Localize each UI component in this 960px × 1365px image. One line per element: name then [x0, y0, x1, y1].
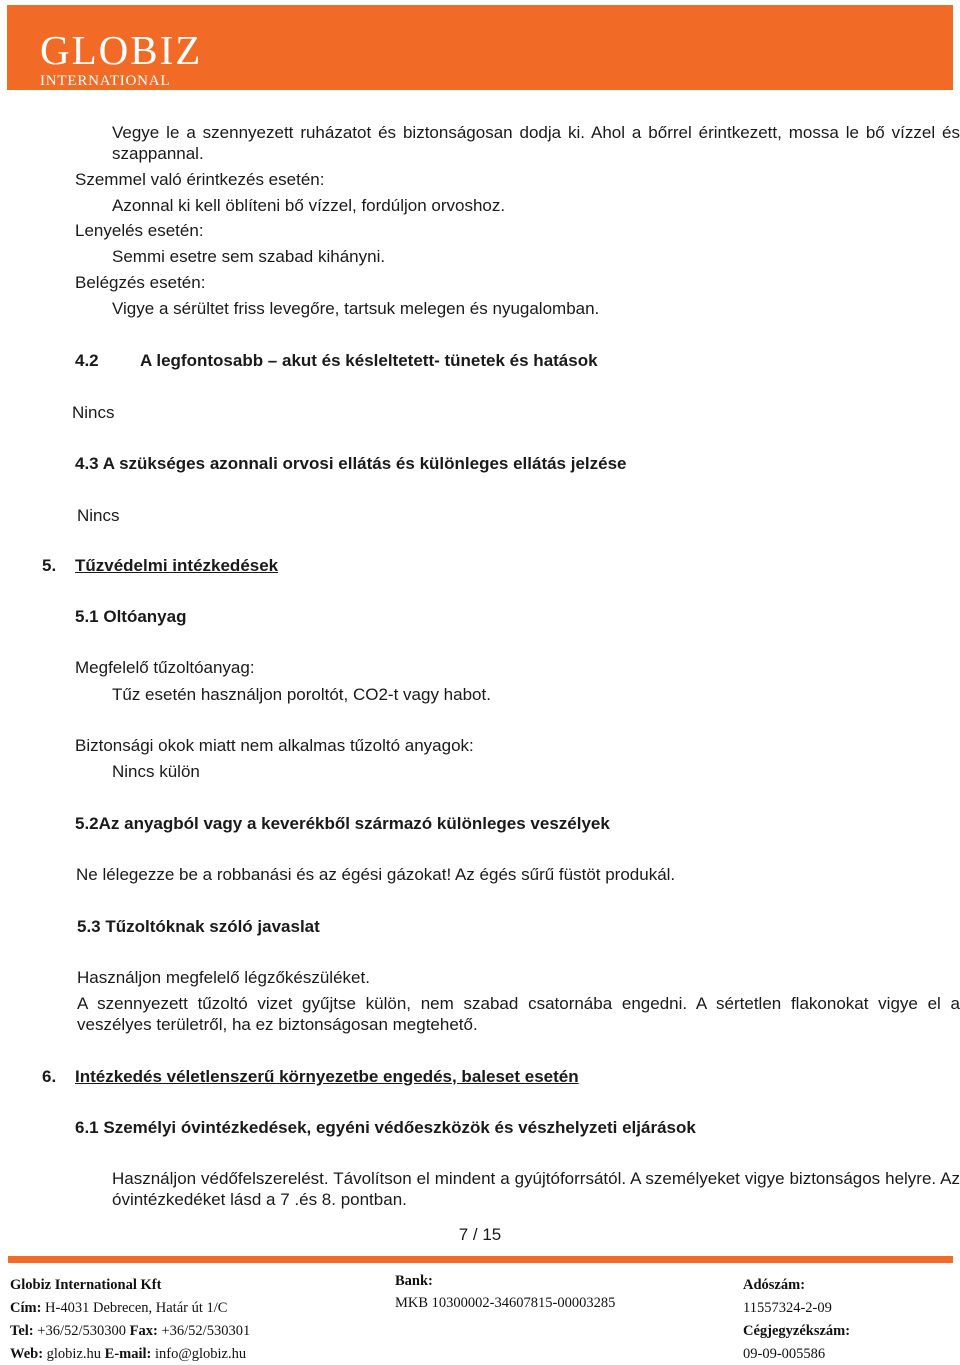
footer-web-email: [10, 1345, 246, 1363]
footer-address-label: Cím:: [10, 1300, 42, 1316]
footer-registration-label: Cégjegyzékszám:: [743, 1323, 851, 1339]
section-6-heading: Intézkedés véletlenszerű környezetbe engedés, baleset esetén: [75, 1067, 579, 1086]
section-5-number: 5.: [42, 556, 57, 575]
section-5-heading: Tűzvédelmi intézkedések: [75, 556, 279, 575]
suitable-media-text: Tűz esetén használjon poroltót, CO2-t vagy habot.: [112, 685, 491, 704]
section-6-1-heading: 6.1 Személyi óvintézkedések, egyéni védőeszközök és vészhelyzeti eljárások: [75, 1118, 696, 1137]
section-4-2-text: Nincs: [72, 403, 115, 422]
skin-contact-text: Vegye le a szennyezett ruházatot és biztonságosan dodja ki. Ahol a bőrrel érintkezett, mossa le bő vízzel és szappannal.: [112, 123, 960, 163]
section-4-3-text: Nincs: [77, 506, 120, 525]
footer-tax-label: Adószám:: [743, 1277, 806, 1293]
ingestion-label: Lenyelés esetén:: [75, 221, 204, 240]
section-5-3-heading: 5.3 Tűzoltóknak szóló javaslat: [77, 917, 320, 936]
footer-tel-value: +36/52/530300: [37, 1323, 127, 1339]
company-logo: GLOBIZ: [40, 27, 203, 73]
unsuitable-media-label: Biztonsági okok miatt nem alkalmas tűzoltó anyagok:: [75, 736, 474, 755]
eye-contact-text: Azonnal ki kell öblíteni bő vízzel, fordúljon orvoshoz.: [112, 196, 506, 215]
section-5-2-text: Ne lélegezze be a robbanási és az égési gázokat! Az égés sűrű füstöt produkál.: [76, 865, 676, 884]
section-5-3-text-1: Használjon megfelelő légzőkészüléket.: [77, 968, 370, 987]
inhalation-text: Vigye a sérültet friss levegőre, tartsuk melegen és nyugalomban.: [112, 299, 600, 318]
section-4-3-heading: 4.3 A szükséges azonnali orvosi ellátás és különleges ellátás jelzése: [75, 454, 627, 473]
section-5-1-heading: 5.1 Oltóanyag: [75, 607, 187, 626]
section-6-number: 6.: [42, 1067, 57, 1086]
footer-bank-account: MKB 10300002-34607815-00003285: [395, 1295, 616, 1311]
section-5-3-text-2: A szennyezett tűzoltó vizet gyűjtse külön, nem szabad csatornába engedni. A sértetlen flakonokat vigye el a veszélyes területről, ha ez biztonságosan megtehető.: [77, 994, 960, 1034]
footer-phone-fax: [10, 1322, 250, 1340]
unsuitable-media-text: Nincs külön: [112, 762, 200, 781]
footer-rule: [8, 1256, 953, 1263]
footer-tax-number: 11557324-2-09: [743, 1300, 832, 1316]
page-number: 7 / 15: [458, 1225, 502, 1244]
section-6-1-text: Használjon védőfelszerelést. Távolítson el mindent a gyújtóforrsától. A személyeket vigye biztonságos helyre. Az óvintézkedéket lásd a 7 .és 8. pontban.: [112, 1169, 960, 1209]
footer-tel-label: Tel:: [10, 1323, 34, 1339]
company-logo-subtitle: INTERNATIONAL: [40, 73, 171, 89]
inhalation-label: Belégzés esetén:: [75, 273, 206, 292]
footer-company-name: Globiz International Kft: [10, 1277, 162, 1293]
footer-address-value: H-4031 Debrecen, Határ út 1/C: [45, 1300, 228, 1316]
footer-fax-value: +36/52/530301: [161, 1323, 251, 1339]
footer-address: [10, 1299, 227, 1317]
eye-contact-label: Szemmel való érintkezés esetén:: [75, 170, 325, 189]
footer-fax-label: Fax:: [129, 1323, 158, 1339]
section-4-2-number: 4.2: [75, 351, 99, 370]
footer-web-label: Web:: [10, 1346, 44, 1362]
footer-web-link[interactable]: globiz.hu: [46, 1346, 102, 1362]
suitable-media-label: Megfelelő tűzoltóanyag:: [75, 658, 255, 677]
section-4-2-heading: A legfontosabb – akut és késleltetett- tünetek és hatások: [140, 351, 598, 370]
footer-email-link[interactable]: info@globiz.hu: [155, 1346, 247, 1362]
footer-registration-number: 09-09-005586: [743, 1346, 826, 1362]
ingestion-text: Semmi esetre sem szabad kihányni.: [112, 247, 386, 266]
section-5-2-heading: 5.2Az anyagból vagy a keverékből származó különleges veszélyek: [75, 814, 610, 833]
footer-bank-label: Bank:: [395, 1273, 433, 1289]
footer-email-label: E-mail:: [104, 1346, 152, 1362]
